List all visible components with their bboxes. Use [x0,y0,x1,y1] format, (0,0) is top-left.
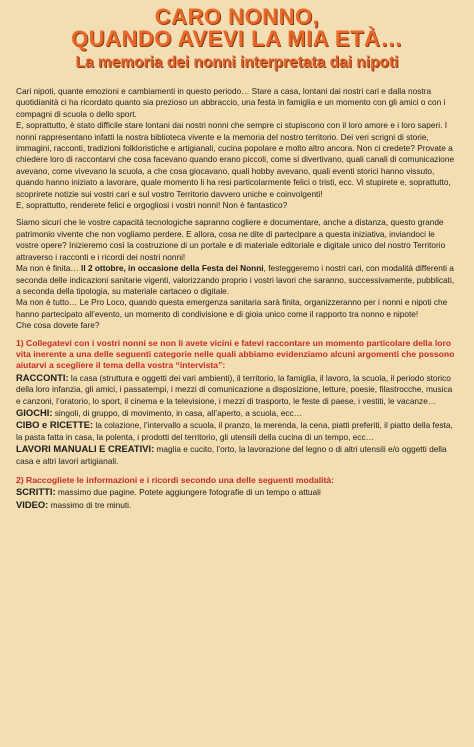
mode-text: massimo di tre minuti. [48,499,132,510]
mode-label: VIDEO: [16,498,49,510]
intro-paragraph-3: E, soprattutto, renderete felici e orgogliosi i vostri nonni! Non è fantastico? [16,200,288,211]
title-line-1: CARO NONNO, [154,4,320,29]
middle-p2-end: , festeggeremo i nostri cari, con modalità differenti a seconda delle indicazioni sanitarie vigenti, valorizzando proprio i vostri lavori che saranno, successivamente, pubblicati, a seconda della tipologia, su materiale cartaceo o digitale. [16,263,455,296]
mode-scritti [16,486,458,498]
category-text: maglia e cucito, l’orto, la lavorazione del legno o di altri utensili e/o oggetti della casa e altri lavori artigianali. [16,444,447,466]
middle-paragraph-2 [16,263,458,297]
category-giochi [16,407,458,419]
middle-p2-start: Ma non è finita… [16,263,82,274]
category-label: GIOCHI: [16,406,53,418]
header [16,6,458,72]
category-text: la casa (struttura e oggetti dei vari ambienti), il territorio, la famiglia, il lavoro, la scuola, il periodo storico della loro infanzia, gli amici, i passatempi, i mezzi di comunicazione a disposizione, letture, poesie, filastrocche, musica e canzoni, l’oratorio, lo sport, il cinema e la televisione, i mezzi di trasporto, le feste di paese, i vestiti, le vacanze… [16,372,453,406]
category-racconti [16,372,458,407]
step-2-heading: 2) Raccogliete le informazioni e i ricordi secondo una delle seguenti modalità: [16,475,335,485]
middle-paragraph-4: Che cosa dovete fare? [16,320,100,331]
mode-text: massimo due pagine. Potete aggiungere fotografie di un tempo o attuali [55,487,321,498]
category-label: LAVORI MANUALI E CREATIVI: [16,443,155,455]
festa-nonni-highlight: Il 2 ottobre, in occasione della Festa dei Nonni [81,263,264,274]
mode-label: SCRITTI: [16,486,56,498]
category-label: CIBO e RICETTE: [16,419,94,431]
category-cibo-ricette [16,419,458,443]
step-2-section [16,475,458,511]
category-text: la colazione, l’intervallo a scuola, il pranzo, la merenda, la cena, piatti preferiti, il piatto della festa, la pasta fatta in casa, la polenta, i prodotti del territorio, gli utensili della cucina di un tempo, ecc… [16,420,453,442]
body-text [16,86,458,511]
intro-paragraph-1: Cari nipoti, quante emozioni e cambiamenti in questo periodo… Stare a casa, lontani dai nostri cari e dalla nostra quotidianità ci ha ricordato quanto sia prezioso un abbraccio, una festa in famiglia e un momento con gli amici o con i compagni di scuola o dello sport. [16,86,446,119]
middle-paragraph-1: Siamo sicuri che le vostre capacità tecnologiche sapranno cogliere e documentare, anche a distanza, questo grande patrimonio vivente che non vogliamo perdere. E allora, cosa ne dite di partecipare a questa iniziativa, inviandoci le vostre opere? Inizieremo così la costruzione di un portale e di materiale editoriale e digitale unico del nostro Territorio attraverso i racconti e i ricordi dei nostri nonni! [16,217,446,262]
mode-video [16,499,458,511]
title-line-2: QUANDO AVEVI LA MIA ETÀ… [71,26,403,51]
category-text: singoli, di gruppo, di movimento, in casa, all’aperto, a scuola, ecc… [52,407,302,418]
category-lavori-manuali [16,443,458,467]
middle-paragraph-3: Ma non è tutto… Le Pro Loco, quando questa emergenza sanitaria sarà finita, organizzeranno per i nonni e nipoti che hanno partecipato all’evento, un momento di condivisione e di gioia unico come il rapporto tra nonno e nipote! [16,297,448,319]
subtitle: La memoria dei nonni interpretata dai nipoti [75,54,399,71]
category-label: RACCONTI: [16,371,69,383]
intro-paragraph-2: E, soprattutto, è stato difficile stare lontani dai nostri nonni che sempre ci stupiscono con il loro amore e i loro saperi. I nonni rappresentano infatti la nostra biblioteca vivente e la memoria del nostro territorio. Dei veri scrigni di storie, immagini, racconti, tradizioni folkloristiche e artigianali, cucina popolare e molto altro ancora. Non ci credete? Provate a chiedere loro di raccontarvi che cosa facevano quando erano piccoli, come si divertivano, quali canali di comunicazione avevano, come vivevano la scuola, a che cosa giocavano, quali hobby avevano, quali eventi storici hanno vissuto, quando hanno iniziato a lavorare, quale momento li ha resi particolarmente felici o tristi, ecc. Vi stupirete e, soprattutto, scoprirete notizie sui vostri cari e sul vostro Territorio davvero uniche e coinvolgenti! [16,120,455,199]
step-1-heading: 1) Collegatevi con i vostri nonni se non li avete vicini e fatevi raccontare un momento particolare della loro vita inerente a una delle seguenti categorie nelle quali abbiamo evidenziamo alcuni argomenti che possono aiutarvi a scegliere il tema della vostra “intervista”: [16,337,455,371]
